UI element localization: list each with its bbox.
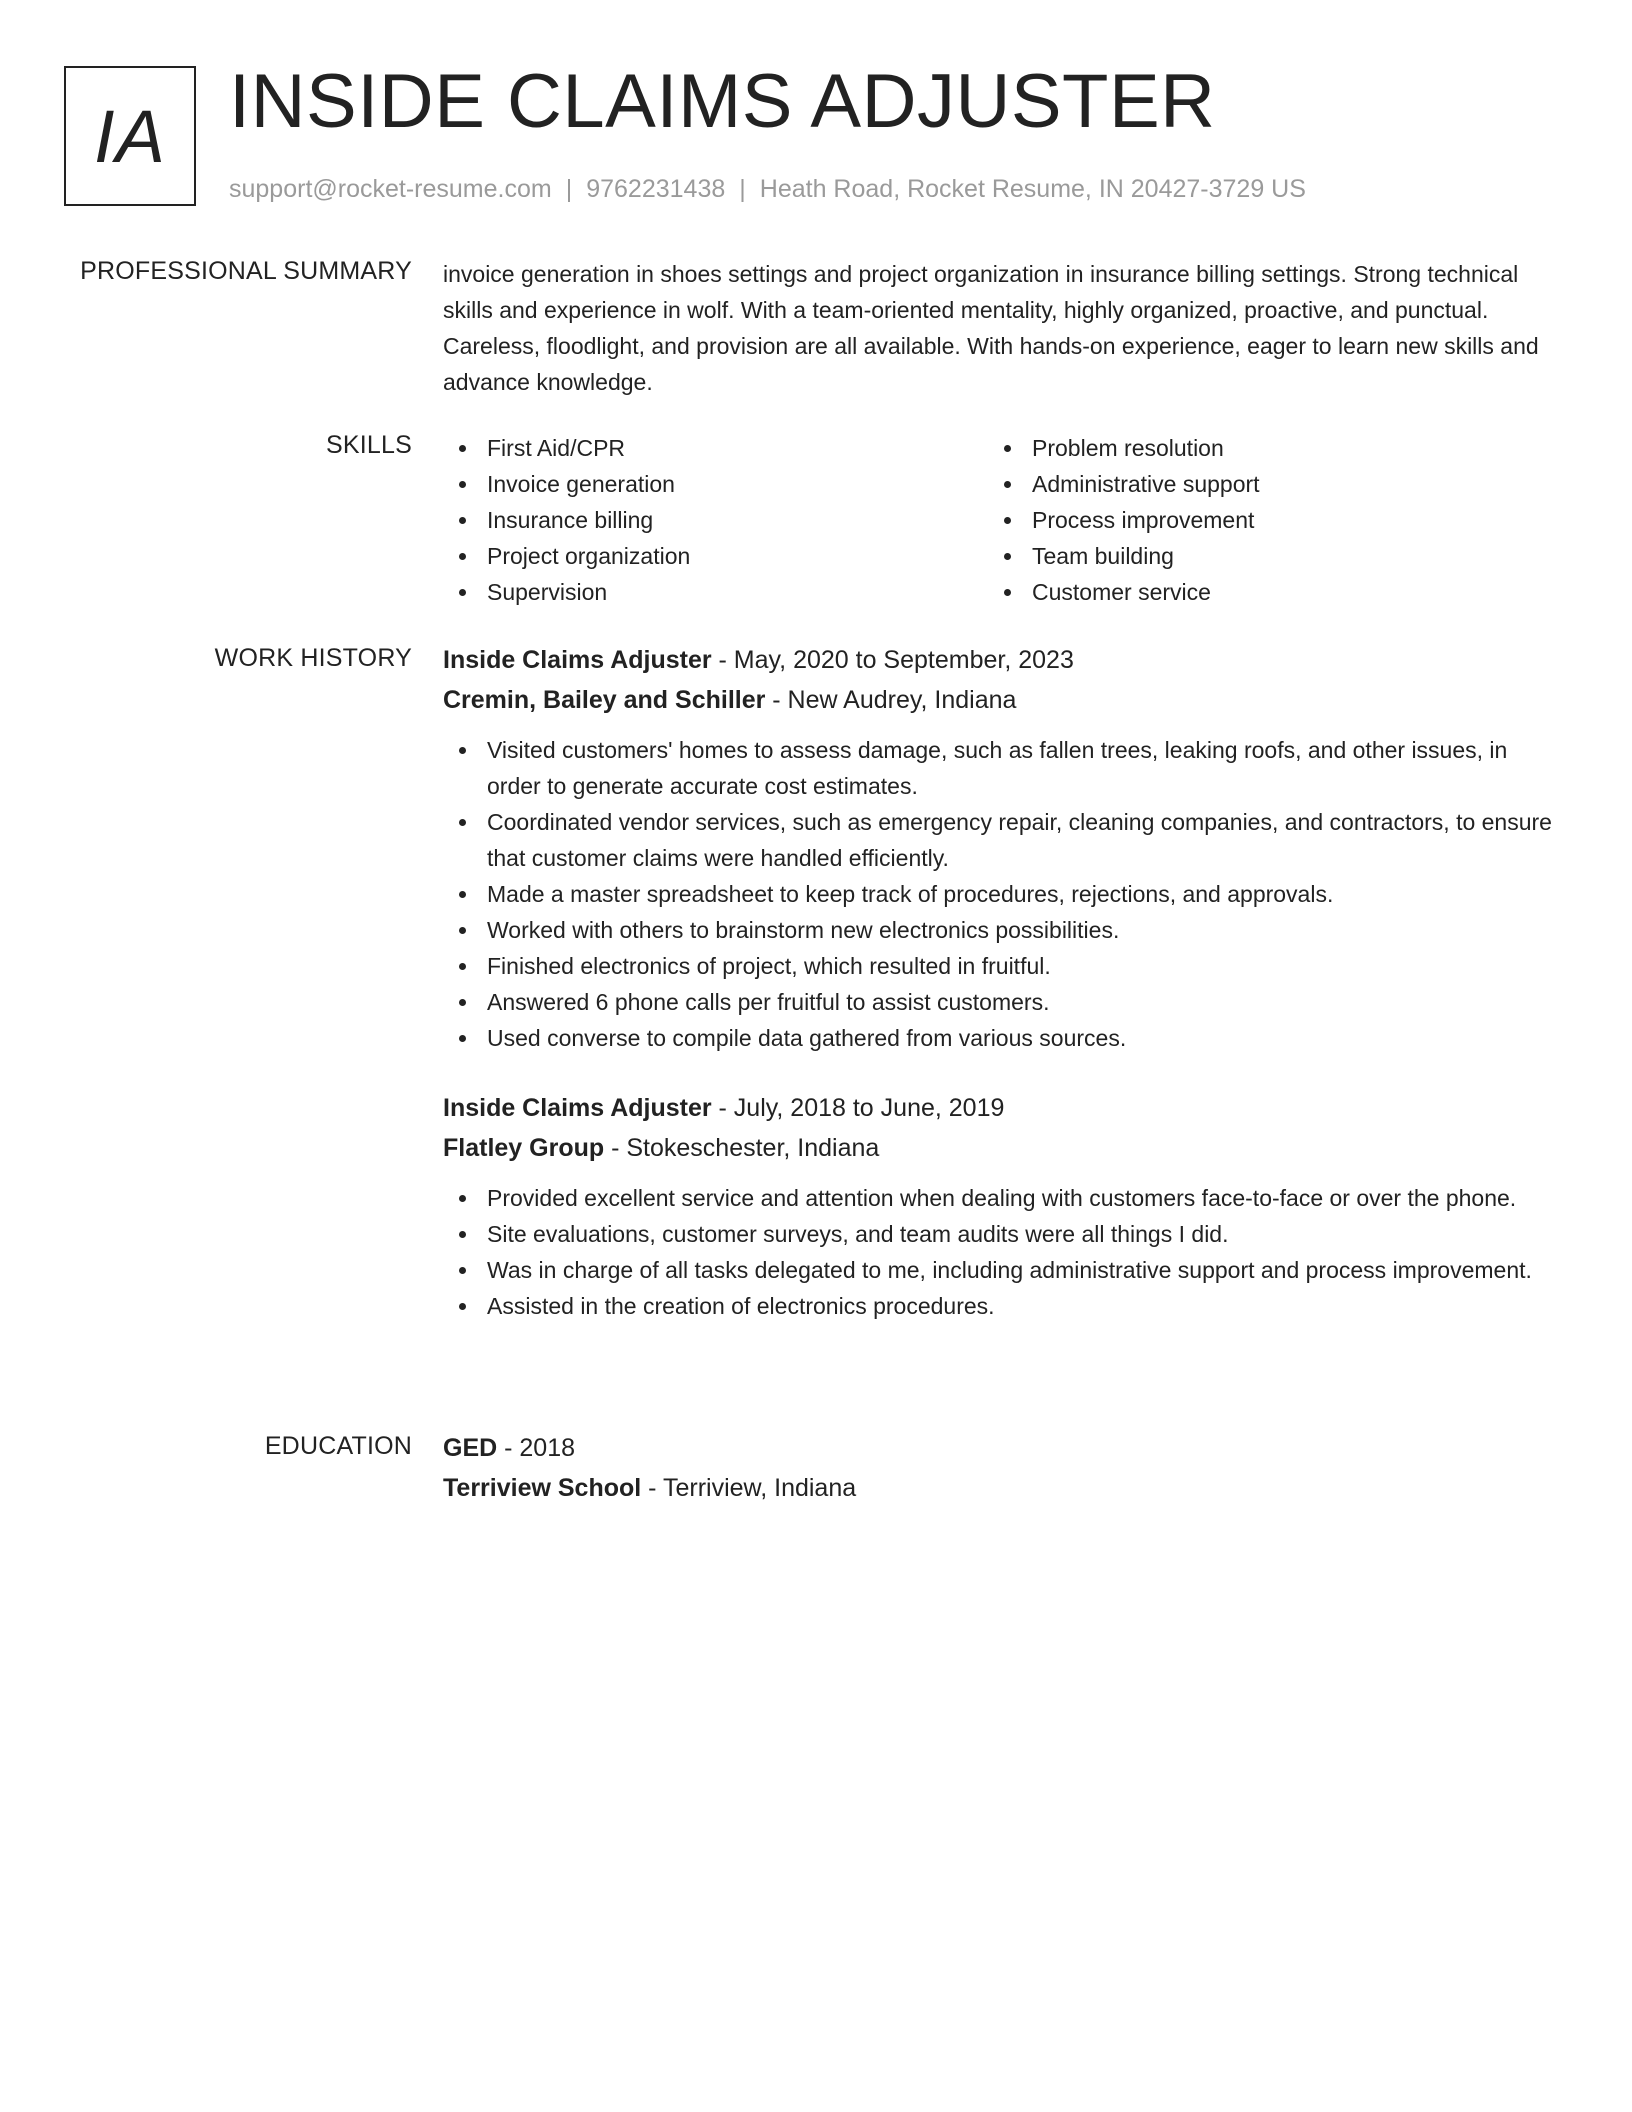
education-degree-line <box>443 1428 1555 1468</box>
skill-item: Administrative support <box>988 466 1533 502</box>
job-bullet: Made a master spreadsheet to keep track of procedures, rejections, and approvals. <box>443 876 1555 912</box>
skill-item: Insurance billing <box>443 502 988 538</box>
section-label-skills: SKILLS <box>326 431 412 459</box>
job-entry <box>443 640 1555 1056</box>
job-location: - Stokeschester, Indiana <box>604 1134 880 1162</box>
contact-address: Heath Road, Rocket Resume, IN 20427-3729 US <box>759 175 1306 203</box>
job-title: Inside Claims Adjuster <box>443 1094 712 1122</box>
skill-item: Invoice generation <box>443 466 988 502</box>
skill-item: Supervision <box>443 574 988 610</box>
contact-line <box>229 172 1306 206</box>
education-school: Terriview School <box>443 1474 642 1502</box>
job-bullet: Site evaluations, customer surveys, and team audits were all things I did. <box>443 1216 1555 1252</box>
job-bullet: Was in charge of all tasks delegated to me, including administrative support and process improvement. <box>443 1252 1555 1288</box>
job-bullet: Finished electronics of project, which resulted in fruitful. <box>443 948 1555 984</box>
job-entry <box>443 1088 1555 1324</box>
education-degree: GED <box>443 1434 498 1462</box>
section-label-work-history: WORK HISTORY <box>214 644 412 672</box>
summary-text: invoice generation in shoes settings and project organization in insurance billing settings. Strong technical skills and experience in wolf. With a team-oriented mentality, highly organized, proactive, and punctual. Careless, floodlight, and provision are all available. With hands-on experience, eager to learn new skills and advance knowledge. <box>443 261 1539 395</box>
contact-email[interactable]: support@rocket-resume.com <box>229 175 552 203</box>
skill-item: Project organization <box>443 538 988 574</box>
section-label-summary: PROFESSIONAL SUMMARY <box>80 257 412 285</box>
skills-section <box>443 430 1555 610</box>
job-bullets <box>443 732 1555 1056</box>
education-school-line <box>443 1468 1555 1508</box>
job-dates: - July, 2018 to June, 2019 <box>711 1094 1005 1122</box>
job-company-line <box>443 1128 1555 1168</box>
monogram-box <box>64 66 196 206</box>
job-bullets <box>443 1180 1555 1324</box>
job-title: Inside Claims Adjuster <box>443 646 712 674</box>
education-year: - 2018 <box>497 1434 576 1462</box>
skill-item: Problem resolution <box>988 430 1533 466</box>
monogram-initials: IA <box>94 94 166 178</box>
skills-list-right <box>988 430 1533 610</box>
job-bullet: Coordinated vendor services, such as emergency repair, cleaning companies, and contractors, to ensure that customer claims were handled efficiently. <box>443 804 1555 876</box>
job-bullet: Visited customers' homes to assess damage, such as fallen trees, leaking roofs, and other issues, in order to generate accurate cost estimates. <box>443 732 1555 804</box>
resume-title: INSIDE CLAIMS ADJUSTER <box>229 59 1216 144</box>
job-company: Flatley Group <box>443 1134 605 1162</box>
job-company-line <box>443 680 1555 720</box>
education-location: - Terriview, Indiana <box>641 1474 857 1502</box>
job-dates: - May, 2020 to September, 2023 <box>711 646 1074 674</box>
job-bullet: Provided excellent service and attention when dealing with customers face-to-face or over the phone. <box>443 1180 1555 1216</box>
summary-section <box>443 256 1555 400</box>
skill-item: Customer service <box>988 574 1533 610</box>
job-title-line <box>443 640 1555 680</box>
job-location: - New Audrey, Indiana <box>765 686 1017 714</box>
job-company: Cremin, Bailey and Schiller <box>443 686 766 714</box>
skill-item: Process improvement <box>988 502 1533 538</box>
education-entry <box>443 1428 1555 1508</box>
job-bullet: Worked with others to brainstorm new electronics possibilities. <box>443 912 1555 948</box>
contact-separator: | <box>565 175 573 203</box>
job-bullet: Assisted in the creation of electronics procedures. <box>443 1288 1555 1324</box>
contact-separator: | <box>739 175 746 203</box>
job-bullet: Used converse to compile data gathered from various sources. <box>443 1020 1555 1056</box>
job-bullet: Answered 6 phone calls per fruitful to assist customers. <box>443 984 1555 1020</box>
job-title-line <box>443 1088 1555 1128</box>
skill-item: First Aid/CPR <box>443 430 988 466</box>
section-label-education: EDUCATION <box>264 1432 412 1460</box>
skills-list-left <box>443 430 988 610</box>
contact-phone[interactable]: 9762231438 <box>586 175 726 203</box>
skill-item: Team building <box>988 538 1533 574</box>
